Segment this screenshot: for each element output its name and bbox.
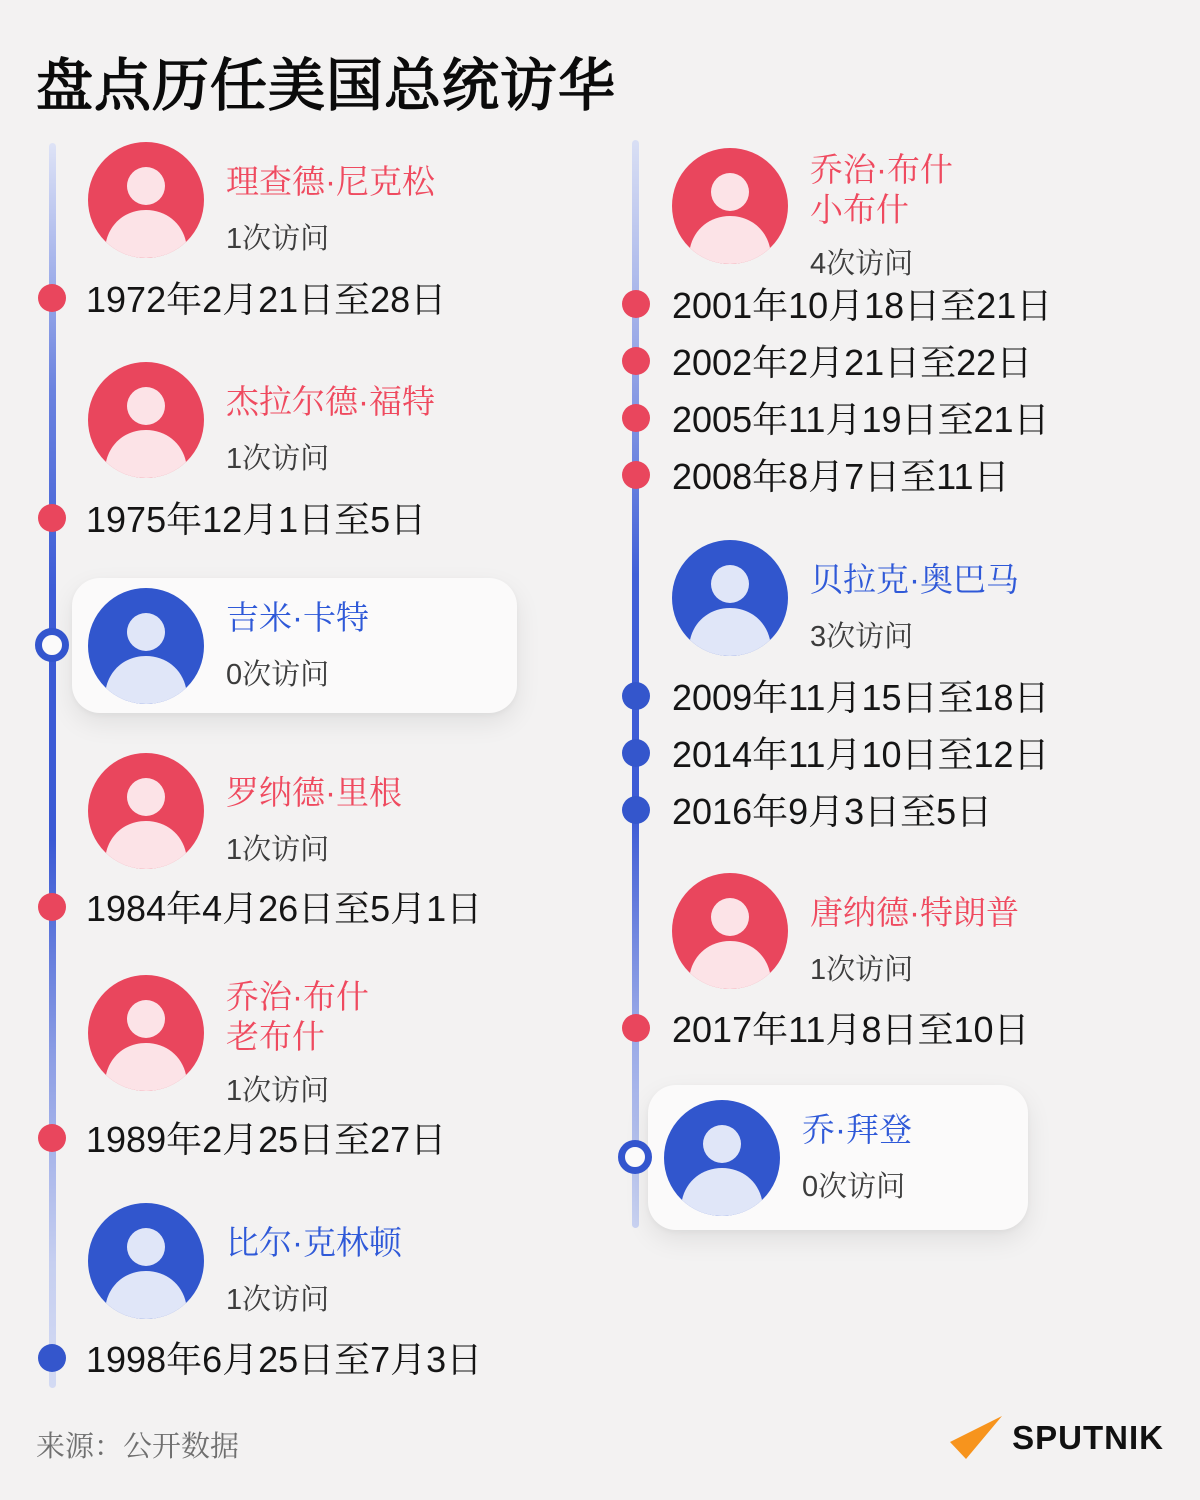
visit-count-label: 0次访问 [226,659,330,692]
avatar-donald-trump [672,873,788,989]
timeline-dot-blue [622,682,650,710]
timeline-marker-hollow-biden [618,1140,652,1174]
avatar-gerald-ford [88,362,204,478]
timeline-dot-red [622,461,650,489]
entry-donald-trump [672,873,1019,989]
sputnik-logo [950,1416,1164,1460]
portrait-silhouette-icon [88,588,204,704]
timeline-line-left [49,143,56,1388]
visit-date: 2005年11月19日至21日 [672,399,1050,440]
timeline-dot-red [38,893,66,921]
visit-date: 2009年11月15日至18日 [672,677,1050,718]
timeline-dot-red [622,347,650,375]
visit-dates-bush-jr [672,275,1052,503]
visit-dates-trump [672,999,1030,1056]
visit-date-row [86,878,482,935]
visit-date-row [672,389,1052,446]
visit-date-row [672,332,1052,389]
avatar-richard-nixon [88,142,204,258]
president-name: 杰拉尔德·福特 [226,383,435,420]
visit-dates-clinton [86,1329,482,1386]
visit-dates-ford [86,489,426,546]
president-nickname: 老布什 [226,1018,325,1056]
visit-count-label: 0次访问 [802,1171,906,1204]
visit-count-label: 1次访问 [226,1284,330,1317]
visit-count-label: 1次访问 [226,834,330,867]
source-note: 来源：公开数据 [36,1431,240,1463]
visit-date: 2008年8月7日至11日 [672,456,1010,497]
avatar-bill-clinton [88,1203,204,1319]
entry-gerald-ford [88,362,435,478]
portrait-silhouette-icon [664,1100,780,1216]
timeline-dot-blue [38,1344,66,1372]
avatar-joe-biden [664,1100,780,1216]
visit-date: 2002年2月21日至22日 [672,342,1033,383]
timeline-dot-red [622,1014,650,1042]
visit-count-label: 1次访问 [226,443,330,476]
card-joe-biden [648,1085,1028,1230]
visit-date: 2014年11月10日至12日 [672,734,1050,775]
entry-george-w-bush [672,148,953,282]
timeline-dot-red [38,1124,66,1152]
president-name: 贝拉克·奥巴马 [810,561,1019,598]
visit-date: 2001年10月18日至21日 [672,285,1053,326]
timeline-dot-red [622,404,650,432]
entry-bill-clinton [88,1203,402,1319]
visit-date-row [672,724,1050,781]
portrait-silhouette-icon [672,873,788,989]
visit-date: 1975年12月1日至5日 [86,499,427,540]
avatar-barack-obama [672,540,788,656]
president-name: 乔治·布什 [810,151,953,188]
president-name: 唐纳德·特朗普 [810,894,1019,931]
portrait-silhouette-icon [672,540,788,656]
avatar-george-bush-sr [88,975,204,1091]
sputnik-triangle-icon [950,1416,1002,1460]
entry-richard-nixon [88,142,435,258]
page-title: 盘点历任美国总统访华 [36,54,616,118]
sputnik-wordmark: SPUTNIK [1012,1419,1164,1456]
visit-date-row [86,1329,482,1386]
portrait-silhouette-icon [88,1203,204,1319]
visit-dates-reagan [86,878,482,935]
timeline-dot-red [622,290,650,318]
president-nickname: 小布什 [810,191,909,229]
president-name: 吉米·卡特 [226,598,369,636]
entry-ronald-reagan [88,753,402,869]
visit-date: 2016年9月3日至5日 [672,791,993,832]
entry-george-bush-sr [88,975,369,1109]
timeline-dot-red [38,284,66,312]
visit-count-label: 1次访问 [226,1074,330,1107]
avatar-ronald-reagan [88,753,204,869]
visit-count-label: 3次访问 [810,621,914,654]
visit-count-label: 4次访问 [810,247,914,280]
president-name: 乔·拜登 [802,1110,912,1148]
avatar-george-w-bush [672,148,788,264]
visit-date: 1998年6月25日至7月3日 [86,1339,483,1380]
president-name: 乔治·布什 [226,978,369,1015]
president-name: 理查德·尼克松 [226,163,435,200]
visit-date: 2017年11月8日至10日 [672,1009,1030,1050]
timeline-dot-blue [622,739,650,767]
visit-date: 1972年2月21日至28日 [86,279,447,320]
visit-date-row [672,999,1030,1056]
visit-date-row [86,489,426,546]
visit-date: 1989年2月25日至27日 [86,1119,447,1160]
portrait-silhouette-icon [88,142,204,258]
visit-date-row [672,667,1050,724]
visit-date: 1984年4月26日至5月1日 [86,888,483,929]
visit-date-row [672,781,1050,838]
timeline-marker-hollow-carter [35,628,69,662]
portrait-silhouette-icon [88,753,204,869]
timeline-dot-blue [622,796,650,824]
portrait-silhouette-icon [88,975,204,1091]
entry-barack-obama [672,540,1019,656]
visit-date-row [86,269,446,326]
portrait-silhouette-icon [88,362,204,478]
visit-dates-bush-sr [86,1109,446,1166]
portrait-silhouette-icon [672,148,788,264]
visit-date-row [86,1109,446,1166]
avatar-jimmy-carter [88,588,204,704]
president-name: 比尔·克林顿 [226,1224,402,1261]
visit-count-label: 1次访问 [226,223,330,256]
card-jimmy-carter [72,578,517,713]
visit-dates-obama [672,667,1050,838]
visit-date-row [672,446,1052,503]
visit-date-row [672,275,1052,332]
timeline-dot-red [38,504,66,532]
visit-count-label: 1次访问 [810,954,914,987]
president-name: 罗纳德·里根 [226,774,402,811]
visit-dates-nixon [86,269,446,326]
